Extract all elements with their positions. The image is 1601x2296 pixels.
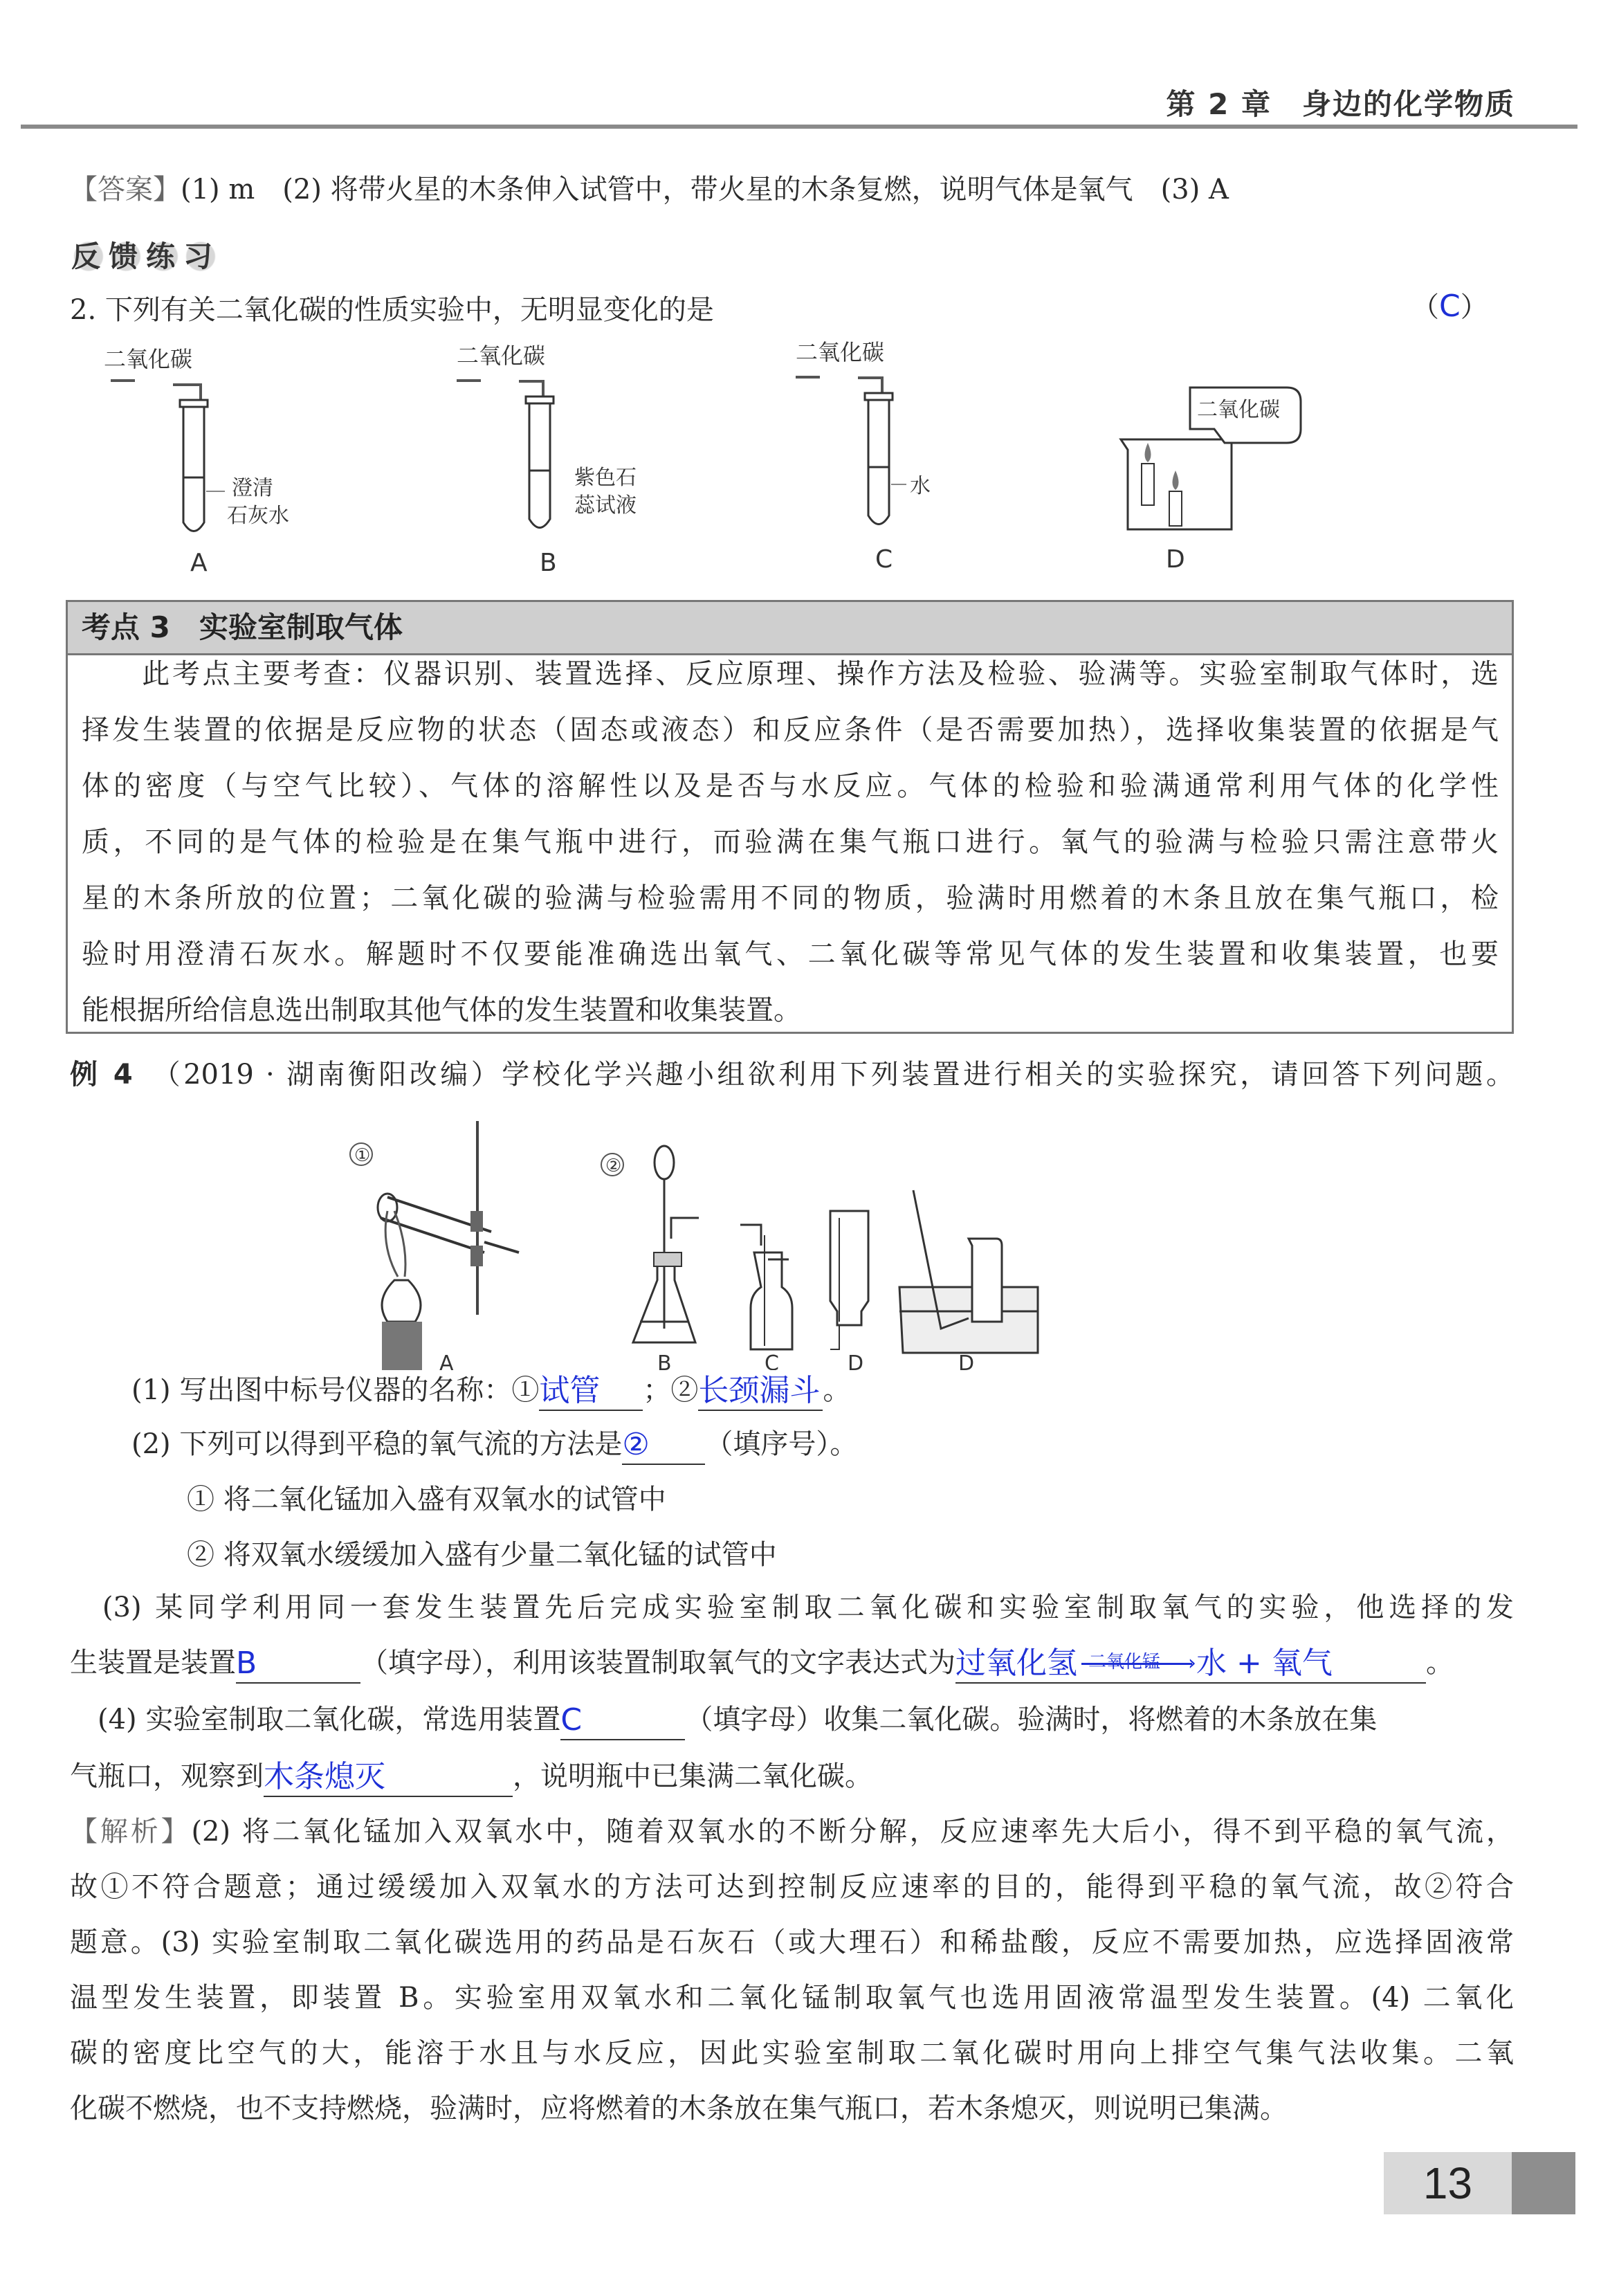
apparatus-d1 bbox=[830, 1211, 868, 1349]
figure-d bbox=[1121, 388, 1301, 574]
liquid-label: 水 bbox=[910, 474, 931, 498]
page-tab-block bbox=[1512, 2152, 1575, 2214]
apparatus-c bbox=[740, 1225, 792, 1349]
page-number-tab bbox=[1384, 2152, 1575, 2214]
figure-label: B bbox=[657, 1351, 672, 1370]
kaodian-line: 体的密度（与空气比较）、气体的溶解性以及是否与水反应。气体的检验和验满通常利用气体的化学性 bbox=[82, 770, 1499, 802]
marker-1: ① bbox=[354, 1145, 371, 1166]
feedback-char: 习 bbox=[183, 239, 219, 273]
example-tag: 例 4 bbox=[70, 1059, 133, 1091]
kaodian-line: 质，不同的是气体的检验是在集气瓶中进行，而验满在集气瓶口进行。氧气的验满与检验只需注意带火 bbox=[82, 826, 1499, 858]
question-2 bbox=[70, 289, 1514, 331]
example-4-q4-line1 bbox=[70, 1699, 1514, 1740]
q4-line2-prefix: 气瓶口，观察到 bbox=[70, 1760, 264, 1792]
eq-condition: 二氧化锰 bbox=[1088, 1652, 1161, 1673]
figure-label: A bbox=[439, 1351, 454, 1370]
eq-products: 水 + 氧气 bbox=[1196, 1646, 1333, 1681]
paren: （ bbox=[1411, 291, 1439, 323]
gas-label: 二氧化碳 bbox=[104, 346, 193, 372]
figure-label: B bbox=[540, 549, 557, 577]
figure-label: C bbox=[765, 1351, 779, 1370]
reaction-arrow: 二氧化锰 › bbox=[1081, 1668, 1192, 1673]
example-4-q1 bbox=[131, 1369, 1514, 1411]
header-rule bbox=[21, 125, 1577, 129]
kaodian-line: 此考点主要考查：仪器识别、装置选择、反应原理、操作方法及检验、验满等。实验室制取气体时，选 bbox=[82, 658, 1499, 690]
answer-tag: 【答案】 bbox=[70, 174, 181, 206]
figure-label: C bbox=[875, 545, 893, 574]
answer-blank-1[interactable]: 试管 bbox=[539, 1372, 643, 1411]
gas-label: 二氧化碳 bbox=[1197, 398, 1280, 422]
figure-a bbox=[104, 346, 289, 577]
figure-label: D bbox=[1166, 545, 1185, 574]
chapter-title: 身边的化学物质 bbox=[1301, 87, 1515, 121]
liquid-label: 紫色石 bbox=[574, 466, 637, 490]
q4-prefix: (4) 实验室制取二氧化碳，常选用装置 bbox=[70, 1704, 561, 1735]
figure-c bbox=[796, 339, 931, 574]
analysis-line: 题意。(3) 实验室制取二氧化碳选用的药品是石灰石（或大理石）和稀盐酸，反应不需要加热，应选择固液常 bbox=[70, 1926, 1514, 1958]
figure-b bbox=[457, 343, 637, 577]
gas-label: 二氧化碳 bbox=[457, 343, 546, 369]
q3-mid: （填字母），利用该装置制取氧气的文字表达式为 bbox=[360, 1647, 955, 1679]
apparatus-a bbox=[350, 1121, 519, 1370]
example-4-stem bbox=[70, 1054, 1514, 1095]
gas-label: 二氧化碳 bbox=[796, 339, 885, 365]
kaodian-line: 能根据所给信息选出制取其他气体的发生装置和收集装置。 bbox=[82, 994, 801, 1026]
answer-blank[interactable]: ② bbox=[622, 1426, 705, 1465]
q3-end: 。 bbox=[1426, 1647, 1454, 1679]
option-1: ① 将二氧化锰加入盛有双氧水的试管中 bbox=[187, 1484, 666, 1515]
analysis-line: 碳的密度比空气的大，能溶于水且与水反应，因此实验室制取二氧化碳时用向上排空气集气法收集。二氧 bbox=[70, 2037, 1514, 2069]
analysis-line: 故①不符合题意；通过缓缓加入双氧水的方法可达到控制反应速率的目的，能得到平稳的氧气流，故②符合 bbox=[70, 1871, 1514, 1903]
lab-apparatus-figure bbox=[346, 1114, 1245, 1370]
chapter-number: 第 2 章 bbox=[1166, 87, 1272, 121]
example-4-q3-line2 bbox=[70, 1642, 1514, 1684]
co2-experiment-figures bbox=[83, 339, 1467, 581]
feedback-char: 反 bbox=[71, 239, 107, 273]
figure-label: A bbox=[190, 549, 208, 577]
q2-prefix: (2) 下列可以得到平稳的氧气流的方法是 bbox=[131, 1428, 623, 1460]
figure-label: D bbox=[848, 1351, 864, 1370]
answer-blank-device[interactable]: B bbox=[236, 1645, 360, 1684]
question-2-answer-bracket bbox=[1411, 285, 1488, 325]
apparatus-d2 bbox=[899, 1190, 1038, 1353]
answer-blank-2[interactable]: 长颈漏斗 bbox=[698, 1372, 823, 1411]
example-4-q2 bbox=[131, 1423, 1514, 1465]
example-4-q4-line2 bbox=[70, 1756, 1514, 1797]
analysis-text: (2) 将二氧化锰加入双氧水中，随着双氧水的不断分解，反应速率先大后小，得不到平稳的氧气流， bbox=[191, 1816, 1515, 1848]
kaodian-line: 择发生装置的依据是反应物的状态（固态或液态）和反应条件（是否需要加热），选择收集装置的依据是气 bbox=[82, 714, 1499, 746]
answer-blank-observation[interactable]: 木条熄灭 bbox=[264, 1758, 513, 1797]
apparatus-b bbox=[601, 1146, 699, 1342]
marker-2: ② bbox=[605, 1156, 622, 1176]
q2-end: （填序号）。 bbox=[705, 1428, 858, 1460]
example-4-q3-line1: (3) 某同学利用同一套发生装置先后完成实验室制取二氧化碳和实验室制取氧气的实验，他选择的发 bbox=[70, 1592, 1514, 1623]
q4-mid: （填字母）收集二氧化碳。验满时，将燃着的木条放在集 bbox=[685, 1704, 1378, 1735]
answer-blank-collect[interactable]: C bbox=[560, 1702, 685, 1740]
kaodian-line: 验时用澄清石灰水。解题时不仅要能准确选出氧气、二氧化碳等常见气体的发生装置和收集装置，也要 bbox=[82, 938, 1499, 970]
analysis-tag: 【解析】 bbox=[70, 1816, 192, 1848]
example-text: （2019 · 湖南衡阳改编）学校化学兴趣小组欲利用下列装置进行相关的实验探究，请回答下列问题。 bbox=[166, 1059, 1514, 1091]
q4-end: ，说明瓶中已集满二氧化碳。 bbox=[513, 1760, 872, 1792]
feedback-section-title bbox=[70, 234, 219, 275]
liquid-label: 澄清 bbox=[232, 476, 273, 500]
answer-text: (1) m (2) 将带火星的木条伸入试管中，带火星的木条复燃，说明气体是氧气 (3) A bbox=[181, 174, 1229, 206]
previous-answer bbox=[70, 169, 1514, 210]
feedback-char: 练 bbox=[146, 239, 181, 273]
q1-mid: ；② bbox=[643, 1374, 699, 1406]
figure-label: D bbox=[958, 1351, 975, 1370]
analysis-line: 温型发生装置，即装置 B。实验室用双氧水和二氧化锰制取氧气也选用固液常温型发生装置。(4) 二氧化 bbox=[70, 1982, 1514, 2014]
feedback-char: 馈 bbox=[109, 239, 144, 273]
chapter-header bbox=[1167, 82, 1516, 123]
kaodian-title: 考点 3 实验室制取气体 bbox=[66, 600, 1514, 655]
kaodian-line: 星的木条所放的位置；二氧化碳的验满与检验需用不同的物质，验满时用燃着的木条且放在集气瓶口，检 bbox=[82, 882, 1499, 914]
option-2: ② 将双氧水缓缓加入盛有少量二氧化锰的试管中 bbox=[187, 1539, 777, 1571]
eq-reactant: 过氧化氢 bbox=[955, 1646, 1077, 1681]
answer-blank-equation[interactable] bbox=[955, 1645, 1426, 1684]
question-2-text: 2. 下列有关二氧化碳的性质实验中，无明显变化的是 bbox=[70, 294, 714, 326]
page-number: 13 bbox=[1384, 2152, 1512, 2214]
q1-end: 。 bbox=[823, 1374, 851, 1406]
analysis-line: 化碳不燃烧，也不支持燃烧，验满时，应将燃着的木条放在集气瓶口，若木条熄灭，则说明已集满。 bbox=[70, 2093, 1288, 2124]
paren: ） bbox=[1460, 291, 1488, 323]
q3-prefix: 生装置是装置 bbox=[70, 1647, 236, 1679]
analysis-line bbox=[70, 1811, 1514, 1852]
question-2-answer: C bbox=[1439, 289, 1461, 324]
liquid-label: 蕊试液 bbox=[574, 493, 637, 518]
q1-prefix: (1) 写出图中标号仪器的名称：① bbox=[131, 1374, 540, 1406]
liquid-label: 石灰水 bbox=[227, 504, 289, 528]
